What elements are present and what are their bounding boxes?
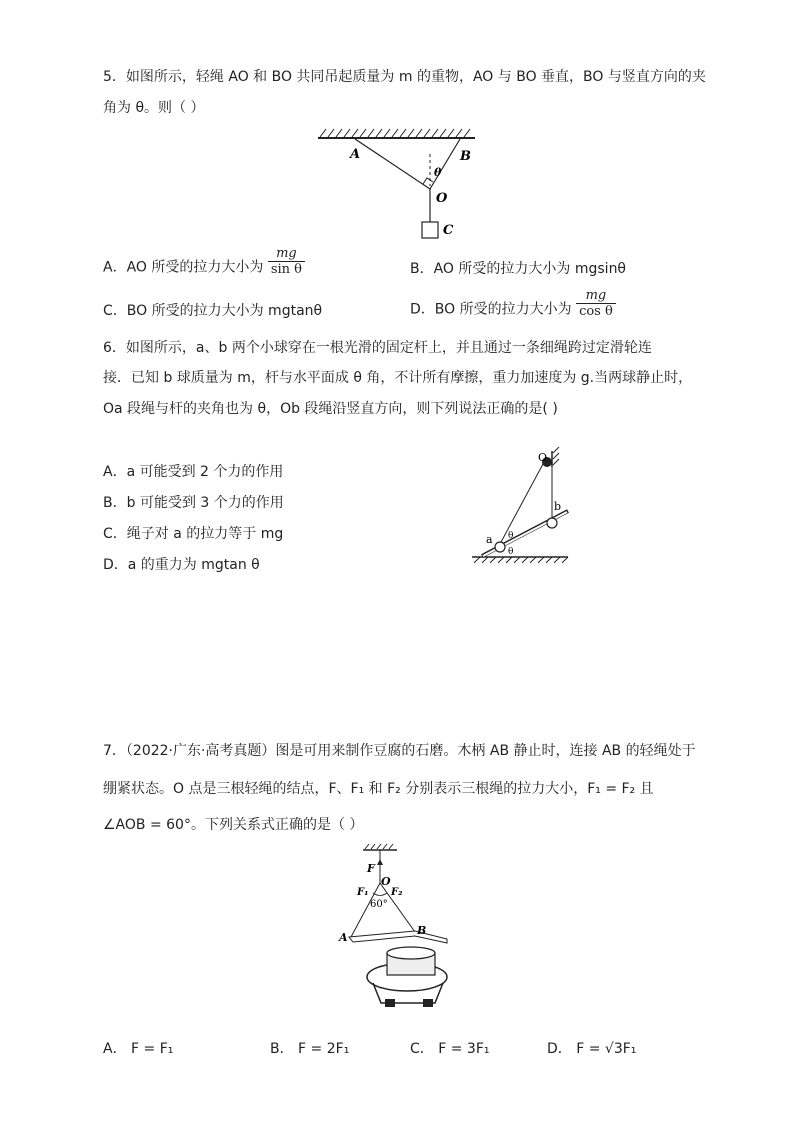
q7-stem-line1: 7．（2022·广东·高考真题）图是可用来制作豆腐的石磨。木柄 AB 静止时，连接 AB 的轻绳处于	[103, 743, 696, 759]
q7-option-b[interactable]: B． F = 2F₁	[270, 1041, 350, 1057]
rope-ao	[355, 139, 430, 189]
q5-figure	[310, 124, 480, 244]
svg-text:O: O	[436, 191, 448, 206]
q6-option-a[interactable]: A．a 可能受到 2 个力的作用	[103, 464, 284, 480]
svg-text:b: b	[554, 500, 562, 513]
q6-option-c[interactable]: C．绳子对 a 的拉力等于 mg	[103, 526, 284, 542]
svg-text:O: O	[538, 451, 548, 464]
svg-text:A: A	[350, 147, 361, 162]
svg-text:B: B	[460, 149, 471, 164]
q6-stem-line3: Oa 段绳与杆的夹角也为 θ，Ob 段绳沿竖直方向，则下列说法正确的是( )	[103, 401, 558, 417]
ball-b	[547, 518, 557, 528]
svg-text:θ: θ	[508, 547, 514, 557]
q7-figure	[335, 843, 465, 1018]
q7-option-d[interactable]: D． F = √3F₁	[547, 1041, 637, 1057]
q5-option-a[interactable]: A．AO 所受的拉力大小为 $\frac{mg}{\text{sin θ}}$	[103, 258, 305, 277]
q5-option-d[interactable]: D．BO 所受的拉力大小为 $\frac{mg}{\text{cos θ}}$	[410, 300, 616, 319]
q7-option-a[interactable]: A． F = F₁	[103, 1041, 174, 1057]
q6-option-d[interactable]: D．a 的重力为 mgtan θ	[103, 557, 260, 573]
handle-ab	[349, 931, 447, 943]
q7-option-c[interactable]: C． F = 3F₁	[410, 1041, 490, 1057]
svg-text:θ: θ	[434, 166, 442, 179]
q5-option-c[interactable]: C．BO 所受的拉力大小为 mgtanθ	[103, 303, 323, 319]
q6-figure	[468, 447, 588, 567]
q5-stem-line1: 5．如图所示，轻绳 AO 和 BO 共同吊起质量为 m 的重物，AO 与 BO 垂直，BO 与竖直方向的夹	[103, 69, 706, 85]
weight-block	[422, 222, 438, 238]
q6-stem-line1: 6．如图所示，a、b 两个小球穿在一根光滑的固定杆上，并且通过一条细绳跨过定滑轮连	[103, 340, 652, 356]
svg-text:C: C	[443, 223, 454, 238]
svg-text:B: B	[417, 924, 427, 937]
svg-text:O: O	[381, 875, 391, 888]
q7-stem-line3: ∠AOB = 60°。下列关系式正确的是（ ）	[103, 817, 364, 833]
svg-text:a: a	[486, 533, 493, 546]
svg-text:F₂: F₂	[391, 887, 403, 898]
svg-text:F₁: F₁	[357, 887, 369, 898]
q5-stem-line2: 角为 θ。则（ ）	[103, 100, 205, 116]
svg-text:θ: θ	[508, 531, 514, 541]
rope-bo	[430, 139, 460, 189]
svg-text:F: F	[367, 862, 375, 875]
svg-text:A: A	[339, 931, 348, 944]
ball-a	[495, 542, 505, 552]
svg-text:60°: 60°	[370, 899, 388, 910]
q6-option-b[interactable]: B．b 可能受到 3 个力的作用	[103, 495, 284, 511]
q6-stem-line2: 接．已知 b 球质量为 m，杆与水平面成 θ 角，不计所有摩擦，重力加速度为 g.当两球静止时，	[103, 370, 693, 386]
q7-stem-line2: 绷紧状态。O 点是三根轻绳的结点，F、F₁ 和 F₂ 分别表示三根绳的拉力大小，F₁ = F₂ 且	[103, 781, 654, 797]
q5-option-b[interactable]: B．AO 所受的拉力大小为 mgsinθ	[410, 261, 627, 277]
